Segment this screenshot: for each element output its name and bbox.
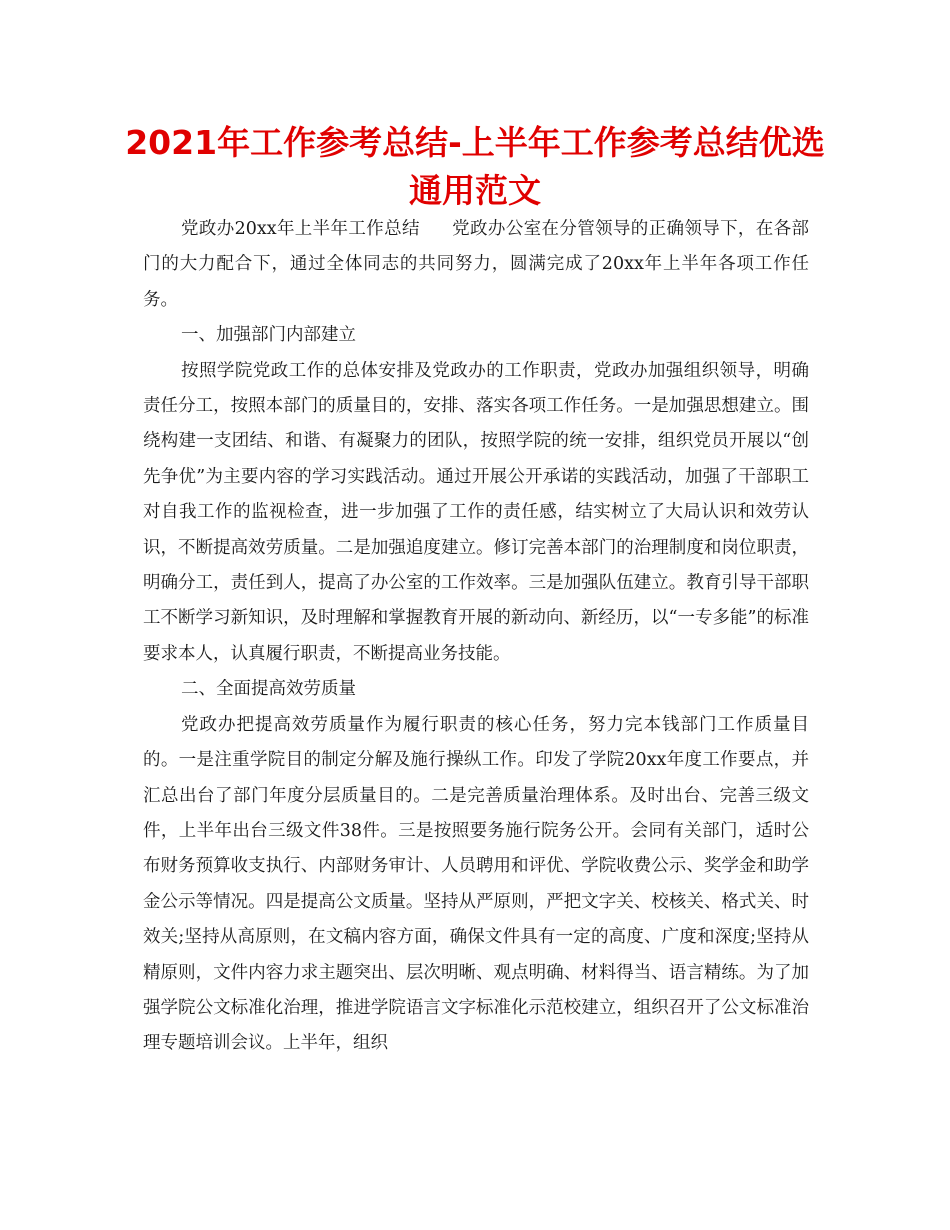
intro-paragraph — [143, 212, 809, 318]
intro-heading: 党政办20xx年上半年工作总结 — [181, 219, 420, 239]
section-body-1: 按照学院党政工作的总体安排及党政办的工作职责，党政办加强组织领导，明确责任分工，按照本部门的质量目的，安排、落实各项工作任务。一是加强思想建立。围绕构建一支团结、和谐、有凝聚力的团队，按照学院的统一安排，组织党员开展以“创先争优”为主要内容的学习实践活动。通过开展公开承诺的实践活动，加强了干部职工对自我工作的监视检查，进一步加强了工作的责任感，结实树立了大局认识和效劳认识，不断提高效劳质量。二是加强追度建立。修订完善本部门的治理制度和岗位职责，明确分工，责任到人，提高了办公室的工作效率。三是加强队伍建立。教育引导干部职工不断学习新知识，及时理解和掌握教育开展的新动向、新经历，以“一专多能”的标准要求本人，认真履行职责，不断提高业务技能。 — [143, 360, 809, 664]
document-title: 2021年工作参考总结-上半年工作参考总结优选通用范文 — [125, 123, 825, 210]
section-heading-1: 一、加强部门内部建立 — [181, 325, 356, 346]
section-heading-2: 二、全面提高效劳质量 — [181, 679, 356, 700]
intro-text: 党政办公室在分管领导的正确领导下，在各部门的大力配合下，通过全体同志的共同努力，圆满完成了20xx年上半年各项工作任务。 — [143, 219, 810, 310]
section-body-2: 党政办把提高效劳质量作为履行职责的核心任务，努力完本钱部门工作质量目的。一是注重学院目的制定分解及施行操纵工作。印发了学院20xx年度工作要点，并汇总出台了部门年度分层质量目的。二是完善质量治理体系。及时出台、完善三级文件，上半年出台三级文件38件。三是按照要务施行院务公开。会同有关部门，适时公布财务预算收支执行、内部财务审计、人员聘用和评优、学院收费公示、奖学金和助学金公示等情况。四是提高公文质量。坚持从严原则，严把文字关、校核关、格式关、时效关;坚持从高原则，在文稿内容方面，确保文件具有一定的高度、广度和深度;坚持从精原则，文件内容力求主题突出、层次明晰、观点明确、材料得当、语言精练。为了加强学院公文标准化治理，推进学院语言文字标准化示范校建立，组织召开了公文标准治理专题培训会议。上半年，组织 — [143, 714, 809, 1054]
document-body — [143, 212, 809, 1062]
